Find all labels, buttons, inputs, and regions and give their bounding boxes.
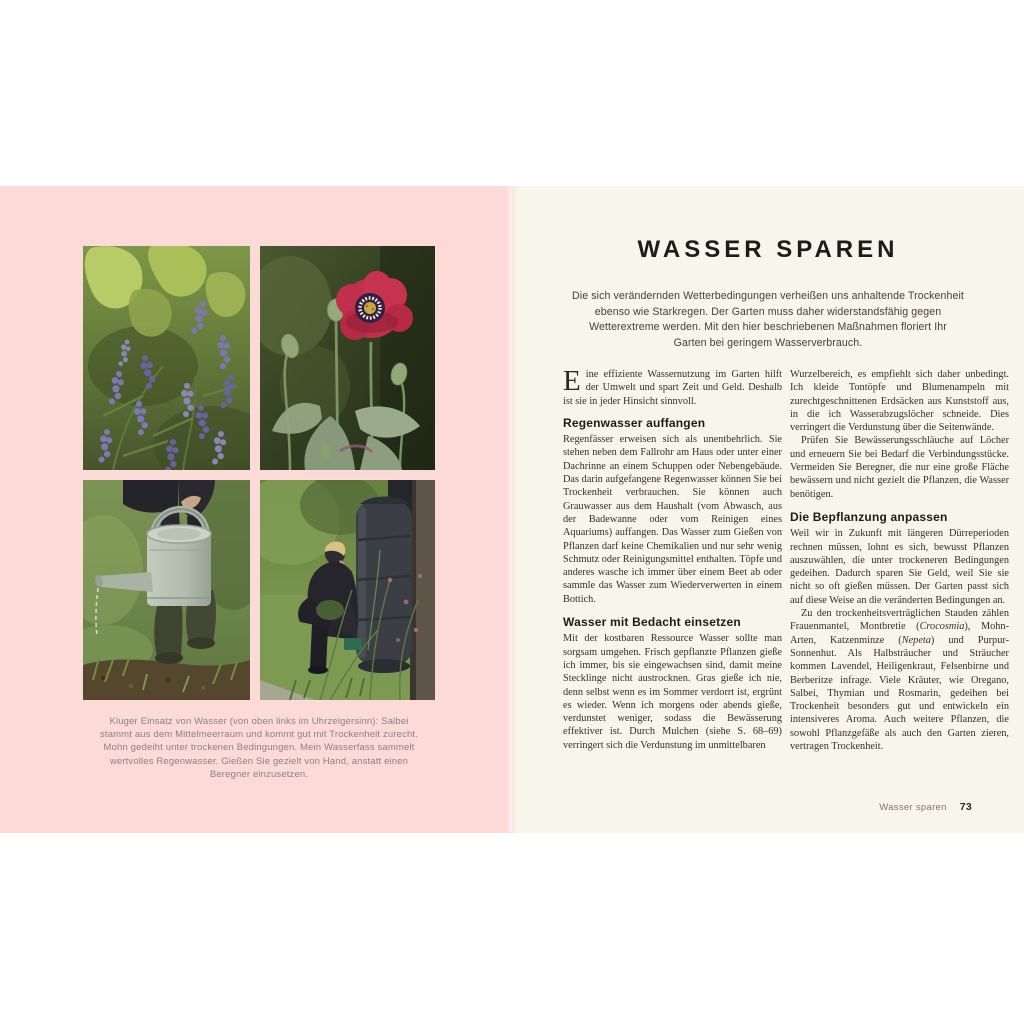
body-column-1: [563, 365, 782, 753]
photo-caption: Kluger Einsatz von Wasser (von oben links im Uhrzeigersinn): Salbei stammt aus dem Mittelmeerraum und kommt gut mit Trockenheit zurecht. Mohn gedeiht unter trockenen Bedingungen. Mein Wasserfass sammelt wertvolles Regenwasser. Gießen Sie gezielt von Hand, anstatt einen Beregner einzusetzen.: [100, 716, 418, 780]
mohn-photo-illustration: [260, 246, 435, 470]
mohn-photo: [260, 246, 435, 470]
section-heading-bedacht: Wasser mit Bedacht einsetzen: [563, 615, 741, 630]
salbei-photo: [83, 246, 250, 470]
paragraph: Prüfen Sie Bewässerungsschläuche auf Löcher und erneuern Sie bei Bedarf die Verbindungsstücke. Vermeiden Sie Beregner, die nur eine große Fläche bewässern und nicht gezielt die Pflanzen, die Wasser benötigen.: [790, 435, 1009, 500]
paragraph: Mit der kostbaren Ressource Wasser sollte man sorgsam umgehen. Frisch gepflanzte Pflanzen gieße ich immer, bis sie eingewachsen sind, damit meine Stecklinge nicht austrocknen. Gras gieße ich nie, denn selbst wenn es im Sommer verdorrt ist, ergrünt es wieder. Wenn ich morgens oder abends gieße, verdunstet weniger, sodass die Bewässerung effektiver ist. Durch Mulchen (siehe S. 68–69) verringert sich die Verdunstung im unmittelbaren: [563, 633, 782, 751]
running-footer: [879, 801, 972, 813]
section-heading-regenwasser: Regenwasser auffangen: [563, 415, 706, 430]
species-name-crocosmia: Crocosmia: [919, 621, 965, 633]
left-page: [0, 186, 512, 833]
giesskanne-photo: [83, 480, 250, 700]
wasserfass-photo: [260, 480, 435, 700]
footer-chapter-label: Wasser sparen: [879, 802, 947, 813]
species-name-nepeta: Nepeta: [901, 634, 931, 646]
chapter-intro: Die sich verändernden Wetterbedingungen verheißen uns anhaltende Trockenheit ebenso wie Starkregen. Der Garten muss daher widerstandsfähig gegen Wetterextreme werden. Mit den hier beschriebenen Maßnahmen floriert Ihr Garten bei geringem Wasserverbrauch.: [572, 290, 964, 349]
page-number: 73: [959, 801, 972, 813]
paragraph: Zu den trockenheitsverträglichen Stauden zählen Frauenmantel, Montbretie (Crocosmia), Mohn-Arten, Katzenminze (Nepeta) und Purpur-Sonnenhut. Als Halbsträucher und Sträucher kommen Lavendel, Heiligenkraut, Felsenbirne und Berberitze infrage. Viele Kräuter, wie Oregano, Salbei, Thymian und Rosmarin, gedeihen bei Trockenheit besonders gut und entwickeln ein intensiveres Aroma. Auch weitere Pflanzen, die sowohl Pflanzgefäße als auch den Garten zieren, vertragen Trockenheit.: [790, 608, 1009, 753]
paragraph: Wurzelbereich, es empfiehlt sich daher unbedingt. Ich kleide Tontöpfe und Blumenampeln mit zurechtgeschnittenen Erdsäcken aus Kunststoff aus, in die ich Wasserabzugslöcher schneide. Dies verringert die Verdunstung über die Seitenwände.: [790, 369, 1009, 434]
section-heading-bepflanzung: Die Bepflanzung anpassen: [790, 509, 948, 524]
body-column-2: [790, 368, 1009, 753]
body-columns: [563, 365, 1009, 753]
drop-cap: E: [563, 365, 581, 397]
lead-paragraph: Eine effiziente Wassernutzung im Garten hilft der Umwelt und spart Zeit und Geld. Deshalb ist sie in jeder Hinsicht sinnvoll.: [563, 365, 782, 407]
paragraph: Regenfässer erweisen sich als unentbehrlich. Sie stehen neben dem Fallrohr am Haus oder unter einer Dachrinne an einem Schuppen oder Nebengebäude. Das darin aufgefangene Regenwasser können Sie bei Trockenheit verbrauchen. Sie können auch Grauwasser aus dem Haushalt (vom Abwasch, aus der Badewanne oder vom Reinigen eines Aquariums) auffangen. Das Wasser zum Gießen von Pflanzen darf keine Chemikalien und nur sehr wenig Schmutz oder Reinigungsmittel enthalten. Töpfe und anderes wasche ich immer über einem Beet ab oder sammle das Wasser zum Wiederverwerten in einem Bottich.: [563, 434, 782, 605]
wasserfass-photo-illustration: [260, 480, 435, 700]
paragraph: Weil wir in Zukunft mit längeren Dürreperioden rechnen müssen, lohnt es sich, bewusst Pflanzen auszuwählen, die unter trockeneren Bedingungen gedeihen. Dadurch sparen Sie Geld, weil Sie sie nicht so oft gießen müssen. Der Garten passt sich auf diese Weise an die veränderten Bedingungen an.: [790, 528, 1009, 606]
salbei-photo-illustration: [83, 246, 250, 470]
chapter-title: WASSER SPAREN: [637, 236, 899, 263]
right-page: [512, 186, 1024, 833]
giesskanne-photo-illustration: [83, 480, 250, 700]
book-spread: [0, 186, 1024, 833]
